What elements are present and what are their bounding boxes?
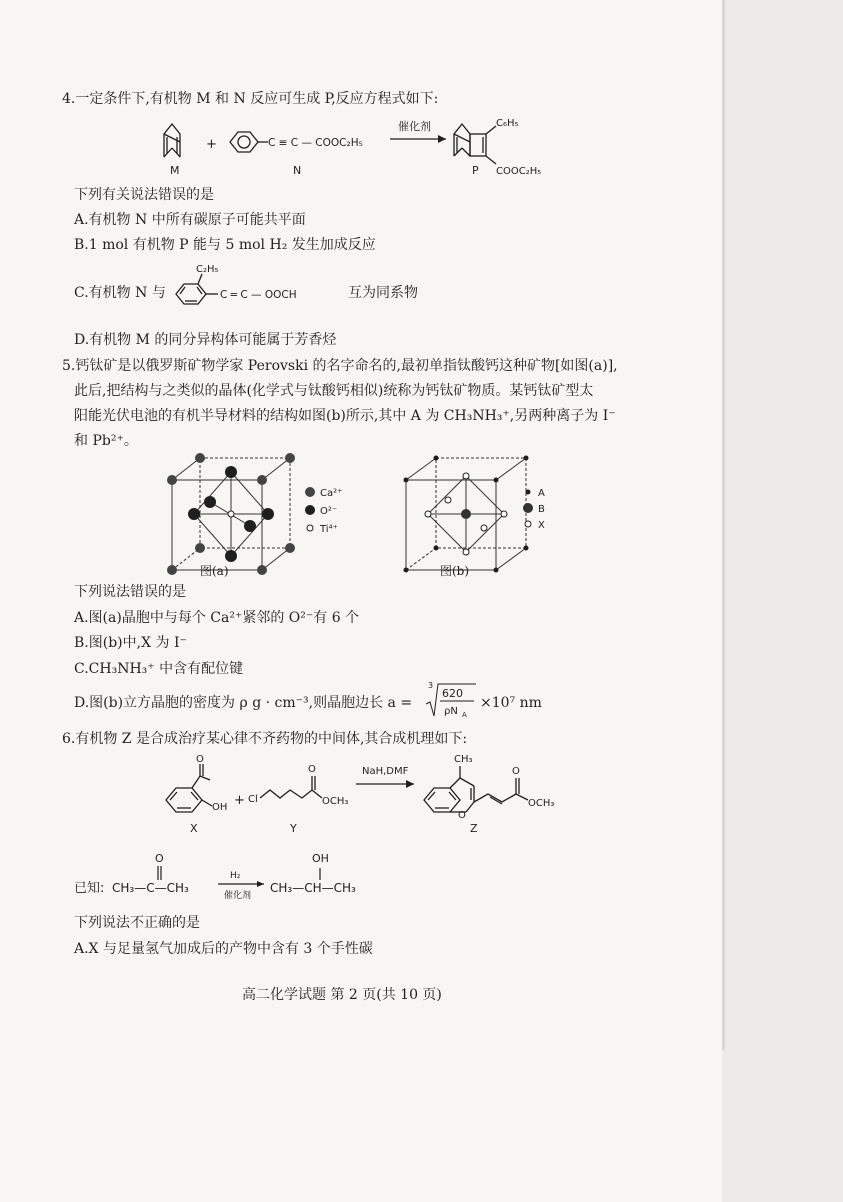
label-z: Z (470, 822, 478, 835)
c-sub-ethyl: C₂H₅ (196, 264, 219, 275)
known-o: O (155, 852, 164, 865)
q4-reaction-scheme (150, 112, 570, 182)
q4-prompt: 下列有关说法错误的是 (74, 187, 214, 203)
label-m: M (170, 164, 180, 177)
y-o-label: O (308, 764, 316, 775)
molecule-y (260, 776, 322, 798)
known-h2: H₂ (230, 871, 241, 881)
n-group-text: C ≡ C — COOC₂H₅ (268, 137, 363, 149)
q5-line4: 和 Pb²⁺。 (74, 433, 138, 449)
q5-option-a: A.图(a)晶胞中与每个 Ca²⁺紧邻的 O²⁻有 6 个 (74, 610, 360, 626)
reaction-arrowhead (438, 135, 446, 143)
y-och3-label: OCH₃ (322, 796, 349, 807)
known-catalyst: 催化剂 (224, 891, 252, 901)
catalyst-label: 催化剂 (398, 120, 431, 133)
molecule-x (166, 764, 212, 812)
x-oh-label: OH (212, 802, 228, 813)
q5-option-d-post: ×10⁷ nm (480, 695, 542, 711)
q5-line3: 阳能光伏电池的有机半导材料的结构如图(b)所示,其中 A 为 CH₃NH₃⁺,另两种离子为 I⁻ (74, 408, 616, 424)
p-sub1: C₆H₅ (496, 118, 519, 129)
q6-option-a: A.X 与足量氢气加成后的产物中含有 3 个手性碳 (74, 941, 373, 957)
root-denominator-sub: A (462, 711, 467, 719)
label-x: X (190, 822, 198, 835)
q6-stem: 6.有机物 Z 是合成治疗某心律不齐药物的中间体,其合成机理如下: (62, 731, 468, 747)
q6-prompt: 下列说法不正确的是 (74, 915, 200, 931)
known-left: CH₃—C—CH₃ (112, 881, 189, 895)
reagent-label: NaH,DMF (362, 766, 409, 777)
q4-option-d: D.有机物 M 的同分异构体可能属于芳香烃 (74, 332, 337, 348)
label-n: N (293, 164, 302, 177)
legend-b-b: B (538, 504, 545, 515)
legend-b-x: X (538, 520, 545, 531)
q4-option-c-pre: C.有机物 N 与 (74, 285, 166, 301)
q5-prompt: 下列说法错误的是 (74, 584, 186, 600)
q4-option-c-structure (172, 262, 372, 312)
known-reaction (74, 846, 394, 902)
q4-option-b: B.1 mol 有机物 P 能与 5 mol H₂ 发生加成反应 (74, 237, 376, 253)
q5-option-b: B.图(b)中,X 为 I⁻ (74, 635, 187, 651)
plus-sign: + (206, 137, 217, 152)
root-numerator: 620 (442, 687, 463, 700)
c-group-text: C ═ C — OOCH (220, 289, 297, 301)
q5-option-c: C.CH₃NH₃⁺ 中含有配位键 (74, 661, 244, 677)
z-och3-label: OCH₃ (528, 798, 555, 809)
q5-line1: 5.钙钛矿是以俄罗斯矿物学家 Perovski 的名字命名的,最初单指钛酸钙这种矿物[如图(a)], (62, 358, 618, 374)
known-right: CH₃—CH—CH₃ (270, 881, 356, 895)
q4-option-a: A.有机物 N 中所有碳原子可能共平面 (74, 212, 306, 228)
q5-option-d-pre: D.图(b)立方晶胞的密度为 ρ g · cm⁻³,则晶胞边长 a = (74, 695, 413, 711)
y-cl-label: Cl (248, 794, 258, 805)
q4-stem: 4.一定条件下,有机物 M 和 N 反应可生成 P,反应方程式如下: (62, 91, 439, 107)
q6-reaction-scheme (150, 752, 610, 842)
figure-b-caption: 图(b) (440, 564, 470, 578)
molecule-n (230, 132, 268, 152)
root-denominator: ρN (444, 706, 458, 717)
legend-a-ti: Ti⁴⁺ (320, 524, 338, 535)
molecule-m (164, 124, 180, 157)
plus-sign-2: + (234, 793, 245, 808)
p-sub2: COOC₂H₅ (496, 166, 542, 177)
legend-b-a: A (538, 488, 545, 499)
paper-edge (722, 0, 725, 1050)
molecule-p (454, 124, 496, 164)
known-oh: OH (312, 852, 329, 865)
z-ch3-label: CH₃ (454, 754, 473, 765)
x-o-label: O (196, 754, 204, 765)
figure-b-crystal (400, 452, 580, 582)
reaction-arrowhead-2 (406, 780, 414, 788)
z-o-label: O (512, 766, 520, 777)
z-o-ring-label: O (458, 810, 466, 821)
legend-a-ca: Ca²⁺ (320, 488, 343, 499)
page-footer: 高二化学试题 第 2 页(共 10 页) (242, 987, 442, 1003)
known-label: 已知: (74, 881, 105, 896)
q4-option-c-post: 互为同系物 (348, 285, 418, 301)
legend-a-o: O²⁻ (320, 506, 338, 517)
figure-a-caption: 图(a) (200, 564, 229, 578)
q5-line2: 此后,把结构与之类似的晶体(化学式与钛酸钙相似)统称为钙钛矿物质。某钙钛矿型太 (74, 383, 594, 399)
root-index: 3 (428, 681, 434, 690)
label-p: P (472, 164, 479, 177)
label-y: Y (290, 822, 297, 835)
figure-a-crystal (160, 452, 360, 582)
